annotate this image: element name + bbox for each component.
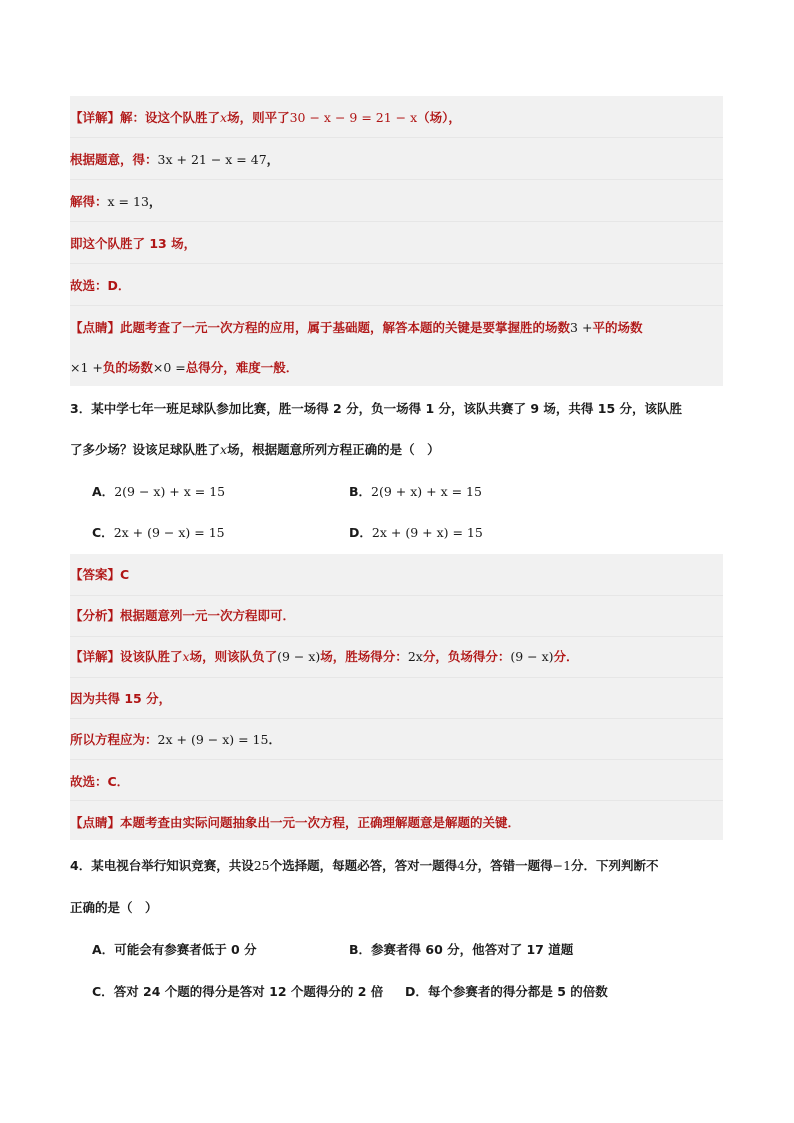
- math-equation: 3x + 21 − x = 47: [157, 152, 267, 167]
- q4-stem-line1: [70, 855, 659, 877]
- q3-analysis: [70, 605, 295, 627]
- text: 平的场数: [592, 320, 643, 335]
- math-equation: 2x + (9 − x) = 15: [157, 732, 269, 747]
- text: 总得分，难度一般．: [185, 360, 299, 375]
- q3-option-b[interactable]: [349, 481, 482, 503]
- math-equation: 2(9 + x) + x = 15: [371, 484, 482, 499]
- math-equation: 2x + (9 − x) = 15: [113, 525, 225, 540]
- math-number: 25: [253, 858, 270, 873]
- text: 负的场数: [102, 360, 153, 375]
- q2-comment-line2: [70, 357, 298, 379]
- text: 场，胜场得分：: [320, 649, 408, 664]
- q3-so: [70, 729, 281, 751]
- q3-comment: [70, 812, 520, 834]
- option-label: B．: [349, 942, 372, 957]
- math-equation: x = 13: [107, 194, 149, 209]
- divider: [70, 137, 723, 138]
- q4-option-b[interactable]: [349, 939, 573, 961]
- option-text: 每个参赛者的得分都是 5 的倍数: [427, 984, 608, 999]
- divider: [70, 595, 723, 596]
- divider: [70, 179, 723, 180]
- text: 4．某电视台举行知识竞赛，共设: [70, 858, 254, 873]
- text: （场），: [417, 110, 461, 125]
- q2-line5: 故选：D．: [70, 278, 131, 293]
- math-number: −1: [552, 858, 572, 873]
- comment-tag: 【点睛】: [70, 815, 121, 830]
- q2-line4: 即这个队胜了 13 场，: [70, 236, 197, 251]
- text: ．: [268, 732, 281, 747]
- option-text: 参赛者得 60 分，他答对了 17 道题: [371, 942, 574, 957]
- math-expression: (9 − x): [510, 649, 554, 664]
- q4-option-c[interactable]: [92, 981, 383, 1003]
- text: 了多少场？设该足球队胜了: [70, 442, 221, 457]
- divider: [70, 677, 723, 678]
- q3-stem-line1: 3．某中学七年一班足球队参加比赛，胜一场得 2 分，负一场得 1 分，该队共赛了 9 场，共得 15 分，该队胜: [70, 401, 683, 416]
- text: 解：设这个队胜了: [120, 110, 221, 125]
- q3-stem-line2: [70, 439, 440, 461]
- text: 场，则该队负了: [189, 649, 278, 664]
- option-label: B．: [349, 484, 372, 499]
- option-text: 答对 24 个题的得分是答对 12 个题得分的 2 倍: [113, 984, 384, 999]
- text: 本题考查由实际问题抽象出一元一次方程，正确理解题意是解题的关键．: [120, 815, 521, 830]
- math-expression: 3 +: [570, 320, 593, 335]
- math-expression: 2x: [407, 649, 423, 664]
- q3-option-d[interactable]: [349, 522, 483, 544]
- q4-stem-line2: 正确的是（ ）: [70, 900, 158, 915]
- option-label: A．: [92, 484, 115, 499]
- divider: [70, 221, 723, 222]
- text: 场，根据题意所列方程正确的是（ ）: [227, 442, 440, 457]
- detail-tag: 【详解】: [70, 110, 121, 125]
- text: 设该队胜了: [120, 649, 183, 664]
- math-var: x: [220, 110, 228, 125]
- divider: [70, 305, 723, 306]
- text: 所以方程应为：: [70, 732, 158, 747]
- text: 分，答错一题得: [465, 858, 553, 873]
- option-label: C．: [92, 525, 114, 540]
- divider: [70, 636, 723, 637]
- divider: [70, 800, 723, 801]
- q3-detail: [70, 646, 579, 668]
- q2-comment-line1: [70, 317, 642, 339]
- math-expression: ×1 +: [70, 360, 103, 375]
- detail-tag: 【详解】: [70, 649, 121, 664]
- text: 根据题意，得：: [70, 152, 158, 167]
- option-label: D．: [349, 525, 372, 540]
- text: 个选择题，每题必答，答对一题得: [269, 858, 458, 873]
- q3-option-c[interactable]: [92, 522, 225, 544]
- text: 此题考查了一元一次方程的应用，属于基础题，解答本题的关键是要掌握胜的场数: [120, 320, 571, 335]
- q2-detail-line: [70, 107, 461, 129]
- text: ，: [148, 194, 162, 209]
- option-text: 可能会有参赛者低于 0 分: [114, 942, 257, 957]
- option-label: A．: [92, 942, 115, 957]
- divider: [70, 718, 723, 719]
- analysis-tag: 【分析】: [70, 608, 121, 623]
- text: 根据题意列一元一次方程即可．: [120, 608, 296, 623]
- q4-option-d[interactable]: [405, 981, 608, 1003]
- divider: [70, 759, 723, 760]
- math-var: x: [182, 649, 190, 664]
- q3-answer: 【答案】C: [70, 567, 130, 582]
- math-equation: 2(9 − x) + x = 15: [114, 484, 226, 499]
- math-equation: 30 − x − 9 = 21 − x: [289, 110, 418, 125]
- q3-option-a[interactable]: [92, 481, 225, 503]
- q4-option-a[interactable]: [92, 939, 257, 961]
- q3-choose: 故选：C．: [70, 774, 130, 789]
- text: 分．: [553, 649, 579, 664]
- option-label: C．: [92, 984, 114, 999]
- text: 分，负场得分：: [422, 649, 511, 664]
- q2-line3: [70, 191, 161, 213]
- math-expression: (9 − x): [277, 649, 321, 664]
- q3-because: 因为共得 15 分，: [70, 691, 172, 706]
- text: 解得：: [70, 194, 108, 209]
- text: 场，则平了: [227, 110, 290, 125]
- text: 分．下列判断不: [571, 858, 659, 873]
- math-equation: 2x + (9 + x) = 15: [371, 525, 483, 540]
- text: ，: [266, 152, 280, 167]
- q2-line2: [70, 149, 279, 171]
- math-number: 4: [457, 858, 466, 873]
- option-label: D．: [405, 984, 428, 999]
- math-expression: ×0 =: [152, 360, 186, 375]
- math-var: x: [220, 442, 228, 457]
- divider: [70, 263, 723, 264]
- comment-tag: 【点睛】: [70, 320, 121, 335]
